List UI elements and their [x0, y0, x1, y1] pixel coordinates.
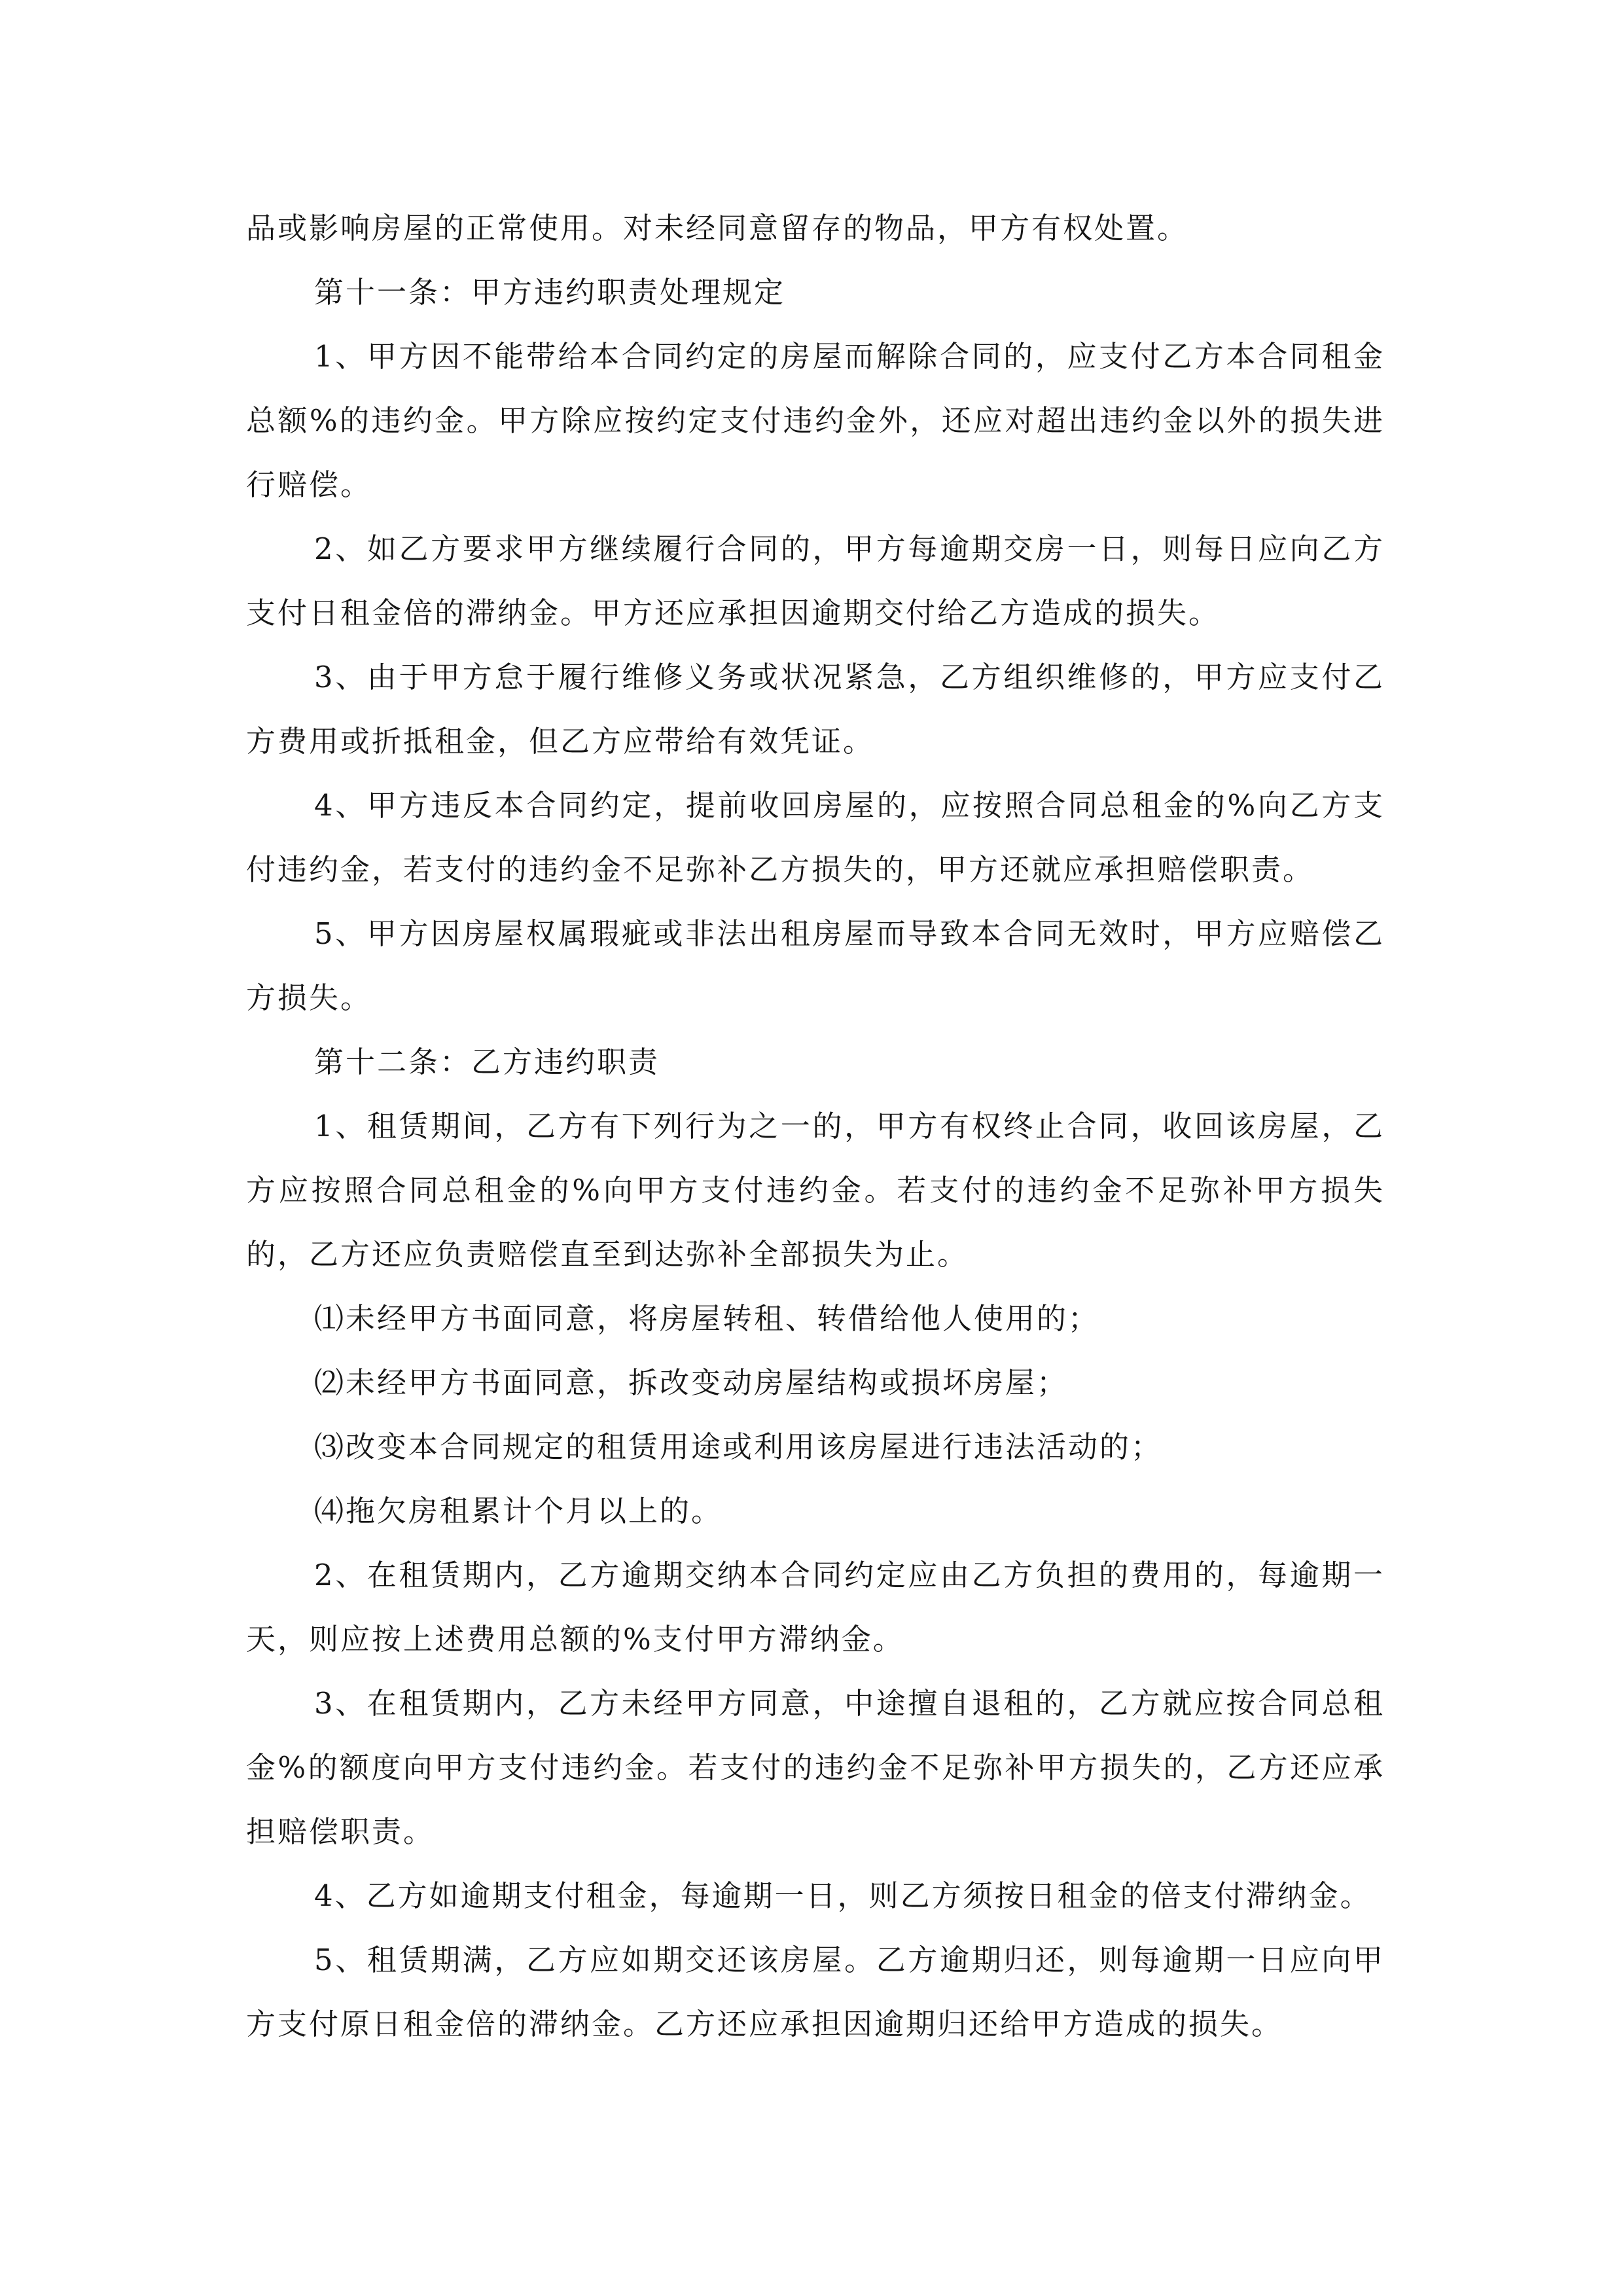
paragraph-continuation: 品或影响房屋的正常使用。对未经同意留存的物品，甲方有权处置。	[246, 211, 1189, 245]
article-11-clause-3: 3、由于甲方怠于履行维修义务或状况紧急，乙方组织维修的，甲方应支付乙方费用或折抵租金，但乙方应带给有效凭证。	[246, 660, 1385, 759]
article-12-item-3: ⑶改变本合同规定的租赁用途或利用该房屋进行违法活动的；	[314, 1429, 1163, 1464]
article-12-item-4: ⑷拖欠房租累计个月以上的。	[314, 1494, 723, 1528]
article-11-clause-5: 5、甲方因房屋权属瑕疵或非法出租房屋而导致本合同无效时，甲方应赔偿乙方损失。	[246, 916, 1385, 1015]
article-12-clause-2: 2、在租赁期内，乙方逾期交纳本合同约定应由乙方负担的费用的，每逾期一天，则应按上述费用总额的%支付甲方滞纳金。	[246, 1558, 1385, 1657]
article-12-clause-5: 5、租赁期满，乙方应如期交还该房屋。乙方逾期归还，则每逾期一日应向甲方支付原日租金倍的滞纳金。乙方还应承担因逾期归还给甲方造成的损失。	[246, 1943, 1385, 2041]
article-11-heading: 第十一条：甲方违约职责处理规定	[314, 275, 786, 310]
article-12-item-2: ⑵未经甲方书面同意，拆改变动房屋结构或损坏房屋；	[314, 1365, 1069, 1400]
article-12-clause-3: 3、在租赁期内，乙方未经甲方同意，中途擅自退租的，乙方就应按合同总租金%的额度向甲方支付违约金。若支付的违约金不足弥补甲方损失的，乙方还应承担赔偿职责。	[246, 1686, 1385, 1849]
document-body	[246, 196, 1385, 2056]
article-12-clause-4: 4、乙方如逾期支付租金，每逾期一日，则乙方须按日租金的倍支付滞纳金。	[314, 1878, 1372, 1913]
article-11-clause-2: 2、如乙方要求甲方继续履行合同的，甲方每逾期交房一日，则每日应向乙方支付日租金倍的滞纳金。甲方还应承担因逾期交付给乙方造成的损失。	[246, 531, 1385, 630]
article-12-heading: 第十二条：乙方违约职责	[314, 1045, 660, 1079]
article-11-clause-4: 4、甲方违反本合同约定，提前收回房屋的，应按照合同总租金的%向乙方支付违约金，若支付的违约金不足弥补乙方损失的，甲方还就应承担赔偿职责。	[246, 788, 1385, 887]
article-12-clause-1: 1、租赁期间，乙方有下列行为之一的，甲方有权终止合同，收回该房屋，乙方应按照合同总租金的%向甲方支付违约金。若支付的违约金不足弥补甲方损失的，乙方还应负责赔偿直至到达弥补全部损失为止。	[246, 1109, 1385, 1272]
article-12-item-1: ⑴未经甲方书面同意，将房屋转租、转借给他人使用的；	[314, 1301, 1100, 1336]
article-11-clause-1: 1、甲方因不能带给本合同约定的房屋而解除合同的，应支付乙方本合同租金总额%的违约金。甲方除应按约定支付违约金外，还应对超出违约金以外的损失进行赔偿。	[246, 339, 1385, 502]
